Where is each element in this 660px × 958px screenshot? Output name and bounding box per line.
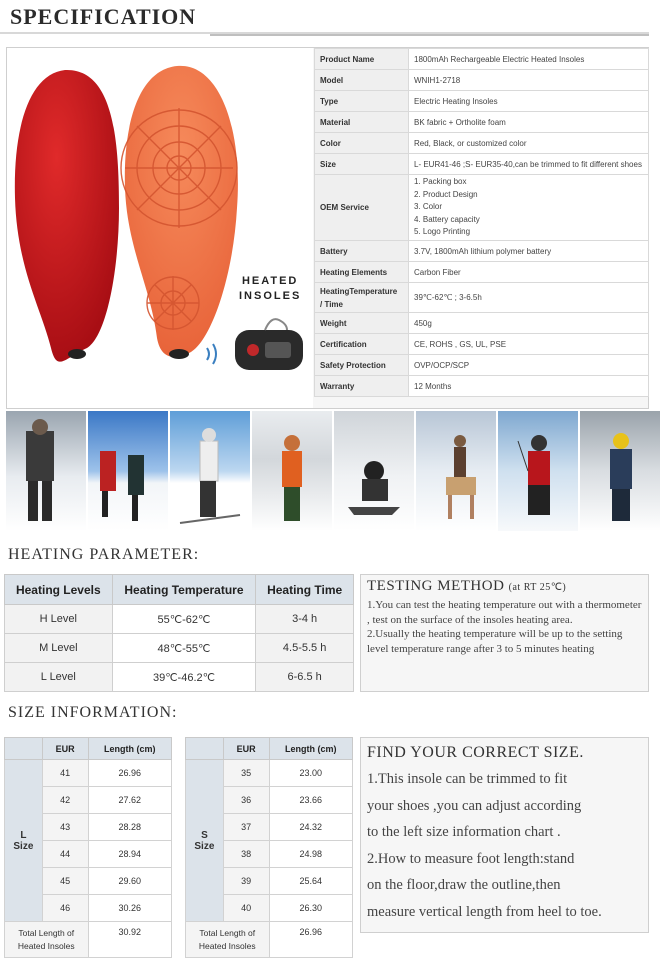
spec-key: Material (315, 112, 409, 133)
size-row (5, 760, 172, 787)
spec-row (315, 313, 649, 334)
product-image (7, 48, 313, 408)
spec-key: Size (315, 154, 409, 175)
total-length-value: 26.96 (269, 922, 352, 958)
spec-key: Product Name (315, 49, 409, 70)
spec-row (315, 334, 649, 355)
heating-parameter-heading: HEATING PARAMETER: (8, 546, 200, 563)
find-size-line: to the left size information chart . (367, 824, 561, 840)
brand-text: HEATED INSOLES (239, 275, 302, 302)
total-length-label: Total Length of Heated Insoles (5, 922, 89, 958)
spec-key: OEM Service (315, 175, 409, 241)
oem-item: 3. Color (414, 202, 443, 212)
spec-value: 39℃-62℃ ; 3-6.5h (409, 283, 649, 313)
oem-item: 2. Product Design (414, 189, 478, 199)
size-eur: 36 (223, 787, 269, 814)
spec-value: Electric Heating Insoles (409, 91, 649, 112)
size-group-label: L Size (5, 760, 43, 922)
photo-snow-shoveler (252, 411, 332, 531)
activity-photo-strip (6, 411, 649, 531)
size-eur: 44 (42, 841, 88, 868)
testing-method-box (360, 574, 649, 692)
spec-row (315, 175, 649, 241)
spec-value: 3.7V, 1800mAh lithium polymer battery (409, 241, 649, 262)
size-row (186, 760, 353, 787)
size-eur: 35 (223, 760, 269, 787)
find-size-line: measure vertical length from heel to toe. (367, 903, 602, 920)
size-length: 28.94 (88, 841, 171, 868)
spec-value: WNIH1-2718 (409, 70, 649, 91)
spec-key: Weight (315, 313, 409, 334)
spec-row (315, 376, 649, 397)
s-col-length: Length (cm) (269, 738, 352, 760)
find-size-line: on the floor,draw the outline,then (367, 877, 561, 893)
heat-row-l: L Level 39℃-46.2℃ 6-6.5 h (5, 663, 354, 692)
size-length: 27.62 (88, 787, 171, 814)
find-size-line: 1.This insole can be trimmed to fit (367, 771, 568, 787)
find-size-line: 2.How to measure foot length:stand (367, 850, 575, 867)
spec-value: BK fabric + Ortholite foam (409, 112, 649, 133)
size-eur: 43 (42, 814, 88, 841)
red-insole (15, 70, 119, 362)
s-size-table (185, 737, 353, 958)
spec-value: CE, ROHS , GS, UL, PSE (409, 334, 649, 355)
total-length-label: Total Length of Heated Insoles (186, 922, 270, 958)
l-size-table (4, 737, 172, 958)
oem-item: 1. Packing box (414, 177, 467, 187)
size-length: 23.66 (269, 787, 352, 814)
spec-row (315, 70, 649, 91)
photo-skier-camera (6, 411, 86, 531)
spec-row (315, 262, 649, 283)
spec-key: Color (315, 133, 409, 154)
photo-skier-white (170, 411, 250, 531)
spec-row (315, 112, 649, 133)
title-divider (210, 34, 649, 36)
find-size-box (360, 737, 649, 933)
heated-insoles-illustration (7, 48, 313, 408)
spec-row (315, 283, 649, 313)
heat-row-h: H Level 55℃-62℃ 3-4 h (5, 605, 354, 634)
size-length: 23.00 (269, 760, 352, 787)
size-length: 26.96 (88, 760, 171, 787)
spec-row (315, 91, 649, 112)
size-eur: 38 (223, 841, 269, 868)
total-length-value: 30.92 (88, 922, 171, 958)
find-size-text (367, 766, 642, 925)
size-length: 24.32 (269, 814, 352, 841)
testing-method-p1: 1.You can test the heating temperature out with a thermometer , test on the surface of the insoles heating area. (367, 599, 642, 626)
spec-row (315, 49, 649, 70)
spec-key: Certification (315, 334, 409, 355)
spec-row (315, 241, 649, 262)
title-bar (0, 0, 649, 34)
size-eur: 39 (223, 868, 269, 895)
page-title: SPECIFICATION (10, 4, 197, 29)
photo-ice-fisher (498, 411, 578, 531)
size-eur: 42 (42, 787, 88, 814)
spec-value: 450g (409, 313, 649, 334)
size-length: 30.26 (88, 895, 171, 922)
spec-key: Warranty (315, 376, 409, 397)
size-eur: 40 (223, 895, 269, 922)
spec-value: Carbon Fiber (409, 262, 649, 283)
l-col-eur: EUR (42, 738, 88, 760)
size-eur: 41 (42, 760, 88, 787)
spec-value (409, 175, 649, 241)
size-length: 29.60 (88, 868, 171, 895)
l-col-length: Length (cm) (88, 738, 171, 760)
photo-snow-worker (580, 411, 660, 531)
oem-item: 5. Logo Printing (414, 227, 471, 237)
heat-col-temperature: Heating Temperature (112, 575, 256, 605)
size-eur: 46 (42, 895, 88, 922)
spec-key: Model (315, 70, 409, 91)
heating-table (4, 574, 354, 692)
find-size-title: FIND YOUR CORRECT SIZE. (367, 744, 584, 761)
testing-method-title: TESTING METHOD (at RT 25℃) (367, 578, 567, 594)
find-size-line: your shoes ,you can adjust according (367, 797, 582, 814)
spec-row (315, 154, 649, 175)
photo-snowmobile (334, 411, 414, 531)
photo-hikers (88, 411, 168, 531)
size-length: 28.28 (88, 814, 171, 841)
size-total-row (186, 922, 353, 958)
spec-value: L- EUR41-46 ;S- EUR35-40,can be trimmed to fit different shoes (409, 154, 649, 175)
testing-method-p2: 2.Usually the heating temperature will be up to the setting level temperature range after 3 to 5 minutes heating (367, 628, 623, 655)
spec-value: 1800mAh Rechargeable Electric Heated Insoles (409, 49, 649, 70)
spec-value: Red, Black, or customized color (409, 133, 649, 154)
spec-key: Battery (315, 241, 409, 262)
temp-key-line2: / Time (320, 299, 343, 309)
photo-horse-rider (416, 411, 496, 531)
spec-key: Heating Elements (315, 262, 409, 283)
size-length: 24.98 (269, 841, 352, 868)
size-length: 26.30 (269, 895, 352, 922)
spec-key (315, 283, 409, 313)
size-eur: 37 (223, 814, 269, 841)
spec-value: 12 Months (409, 376, 649, 397)
size-length: 25.64 (269, 868, 352, 895)
spec-key: Safety Protection (315, 355, 409, 376)
spec-row (315, 355, 649, 376)
spec-table (314, 48, 649, 397)
spec-key: Type (315, 91, 409, 112)
size-total-row (5, 922, 172, 958)
heat-col-levels: Heating Levels (5, 575, 113, 605)
size-information-heading: SIZE INFORMATION: (8, 704, 178, 721)
size-eur: 45 (42, 868, 88, 895)
spec-row (315, 133, 649, 154)
specification-panel (6, 47, 649, 409)
heat-row-m: M Level 48℃-55℃ 4.5-5.5 h (5, 634, 354, 663)
temp-key-line1: HeatingTemperature (320, 286, 398, 296)
heat-col-time: Heating Time (256, 575, 354, 605)
oem-item: 4. Battery capacity (414, 214, 480, 224)
size-group-label: S Size (186, 760, 224, 922)
s-col-eur: EUR (223, 738, 269, 760)
spec-value: OVP/OCP/SCP (409, 355, 649, 376)
